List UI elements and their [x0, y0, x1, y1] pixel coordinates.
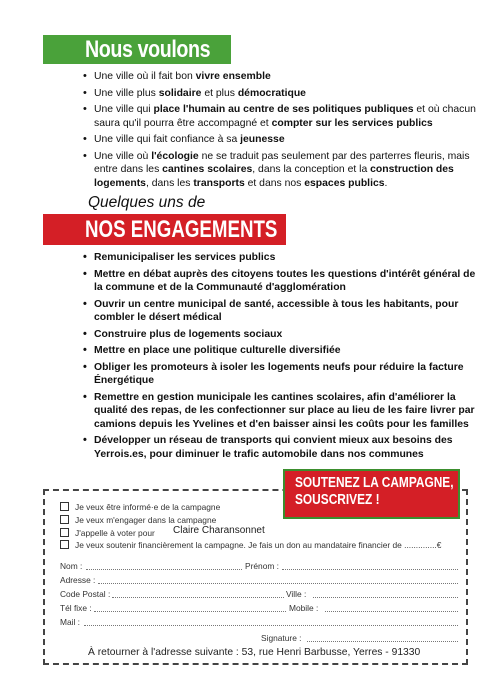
checkbox-donate[interactable]: Je veux soutenir financièrement la campagne. Je fais un don au mandataire financier de ..............€: [60, 540, 441, 550]
checkbox-informed[interactable]: Je veux être informé·e de la campagne: [60, 502, 220, 512]
engagements-subtitle: Quelques uns de: [88, 194, 206, 211]
nom-line[interactable]: [86, 569, 242, 570]
wish-text: vivre ensemble: [195, 71, 271, 82]
engagement-item: • Remunicipaliser les services publics: [82, 251, 482, 264]
engagements-list: [82, 251, 482, 464]
tel-label: Tél fixe :: [60, 603, 92, 613]
checkbox-engage[interactable]: Je veux m'engager dans la campagne: [60, 515, 216, 525]
wish-text: Une ville où il fait bon: [94, 71, 196, 82]
checkbox-box[interactable]: [60, 528, 69, 537]
wish-text: démocratique: [237, 87, 306, 99]
wish-text: compter sur les services publics: [271, 117, 433, 129]
wish-text: l'écologie: [151, 150, 199, 162]
wish-item: [82, 103, 477, 130]
ville-label: Ville :: [286, 589, 307, 599]
mail-line[interactable]: [84, 625, 458, 626]
wish-text: jeunesse: [240, 134, 285, 146]
mobile-label: Mobile :: [289, 603, 319, 613]
prenom-line[interactable]: [282, 569, 458, 570]
checkbox-box[interactable]: [60, 515, 69, 524]
wish-text: .: [384, 177, 388, 189]
nom-label: Nom :: [60, 561, 83, 571]
engagements-banner: [43, 214, 286, 245]
tel-line[interactable]: [94, 611, 286, 612]
checkbox-vote[interactable]: J'appelle à voter pour: [60, 528, 155, 538]
wish-item: [82, 133, 477, 146]
adresse-label: Adresse :: [60, 575, 96, 585]
checkbox-box[interactable]: [60, 502, 69, 511]
engagement-item: • Construire plus de logements sociaux: [82, 328, 482, 341]
wish-text: , dans la conception et la: [252, 164, 371, 176]
wish-text: et où chacun saura qu'il pourra être accompagné et: [94, 104, 476, 129]
engagements-title: NOS ENGAGEMENTS: [85, 216, 278, 243]
wish-text: au centre de ses politiques publiques: [228, 104, 414, 116]
adresse-line[interactable]: [98, 583, 458, 584]
wish-text: espaces publics: [304, 177, 385, 189]
wish-item: [82, 150, 477, 190]
engagement-item: • Mettre en débat auprès des citoyens toutes les questions d'intérêt général de la commune et de la Communauté d'agglomération: [82, 268, 482, 295]
wish-text: construction des logements: [94, 164, 454, 189]
signature-label: Signature :: [261, 633, 302, 643]
wish-text: Une ville plus: [94, 87, 159, 99]
wish-text: Une ville où: [94, 150, 152, 162]
code-postal-line[interactable]: [112, 597, 284, 598]
code-postal-label: Code Postal :: [60, 589, 111, 599]
support-line-1: SOUTENEZ LA CAMPAGNE,: [295, 475, 454, 491]
wish-text: cantines scolaires: [162, 164, 253, 176]
wish-text: ne se traduit pas seulement par des parterres fleuris, mais entre dans les: [94, 150, 470, 176]
wish-text: solidaire: [158, 87, 202, 99]
engagement-item: • Remettre en gestion municipale les cantines scolaires, afin d'améliorer la qualité des repas, de les confectionner sur place au lieu de les faire livrer par camions depuis les Yvelines et d'en baisser ainsi les coûts pour les familles: [82, 391, 482, 431]
wish-text: Une ville qui fait confiance à sa: [94, 134, 241, 146]
wish-item: [82, 87, 477, 100]
signature-line[interactable]: [307, 641, 458, 642]
support-line-2: SOUSCRIVEZ !: [295, 492, 380, 508]
engagement-item: • Ouvrir un centre municipal de santé, accessible à tous les habitants, pour combler le désert médical: [82, 298, 482, 325]
nous-voulons-banner: [43, 35, 231, 64]
wish-text: , dans les: [145, 177, 194, 189]
ville-line[interactable]: [313, 597, 458, 598]
checkbox-box[interactable]: [60, 540, 69, 549]
mobile-line[interactable]: [325, 611, 458, 612]
mail-label: Mail :: [60, 617, 81, 627]
nous-voulons-title: Nous voulons: [85, 36, 211, 63]
wish-text: et plus: [201, 87, 238, 99]
nous-voulons-list: [82, 70, 477, 193]
engagement-item: • Mettre en place une politique culturelle diversifiée: [82, 344, 482, 357]
engagement-item: • Obliger les promoteurs à isoler les logements neufs pour réduire la facture Énergétique: [82, 361, 482, 388]
prenom-label: Prénom :: [245, 561, 279, 571]
engagement-item: • Développer un réseau de transports qui convient mieux aux besoins des Yerrois.es, pour diminuer le trafic automobile dans nos communes: [82, 434, 482, 461]
support-campaign-box: [283, 469, 460, 519]
wish-text: transports: [193, 177, 245, 189]
candidate-name: Claire Charansonnet: [173, 525, 265, 536]
return-address: À retourner à l'adresse suivante : 53, rue Henri Barbusse, Yerres - 91330: [88, 647, 421, 658]
wish-text: place l'humain: [153, 104, 226, 116]
wish-text: Une ville qui: [94, 104, 154, 116]
wish-text: et dans nos: [244, 177, 305, 189]
wish-item: [82, 70, 477, 83]
